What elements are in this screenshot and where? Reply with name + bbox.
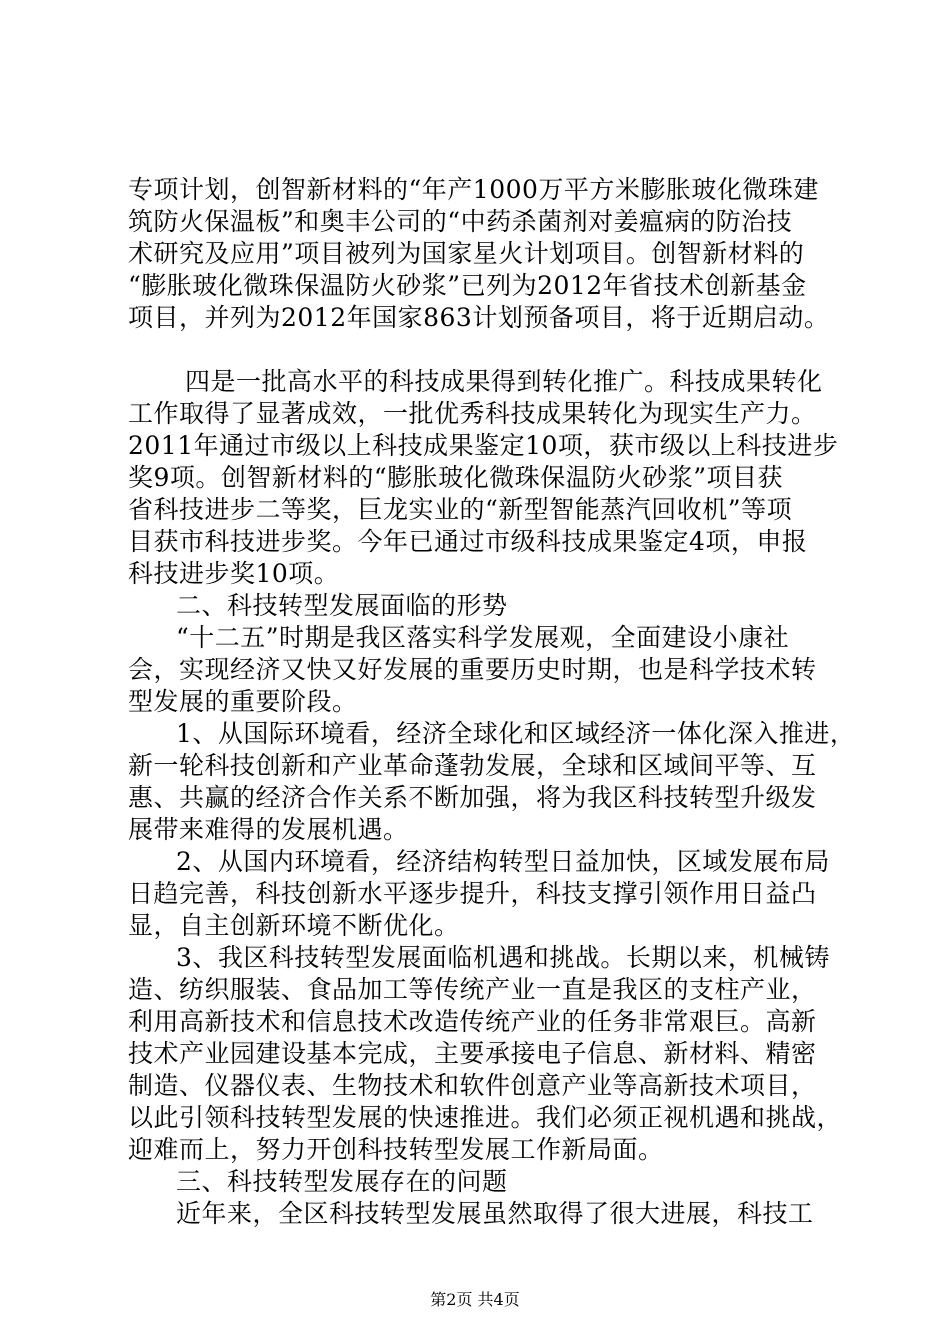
paragraph-first-line: “十二五”时期是我区落实科学发展观，全面建设小康社 bbox=[176, 623, 790, 652]
text-line: 新一轮科技创新和产业革命蓬勃发展，全球和区域间平等、互 bbox=[128, 751, 817, 780]
text-line: 奖9项。创智新材料的“膨胀玻化微珠保温防火砂浆”项目获 bbox=[128, 463, 783, 492]
text-line: 项目，并列为2012年国家863计划预备项目，将于近期启动。 bbox=[128, 303, 830, 332]
text-line: 2011年通过市级以上科技成果鉴定10项，获市级以上科技进步 bbox=[128, 431, 839, 460]
text-line: 目获市科技进步奖。今年已通过市级科技成果鉴定4项，申报 bbox=[128, 527, 808, 556]
text-line: 制造、仪器仪表、生物技术和软件创意产业等高新技术项目， bbox=[128, 1071, 817, 1100]
text-line: 型发展的重要阶段。 bbox=[128, 687, 358, 716]
paragraph-first-line: 近年来，全区科技转型发展虽然取得了很大进展，科技工 bbox=[176, 1199, 814, 1228]
paragraph-first-line: 3、我区科技转型发展面临机遇和挑战。长期以来，机械铸 bbox=[176, 943, 830, 972]
text-line: 术研究及应用”项目被列为国家星火计划项目。创智新材料的 bbox=[128, 239, 805, 268]
paragraph-first-line: 2、从国内环境看，经济结构转型日益加快，区域发展布局 bbox=[176, 847, 830, 876]
text-line: 展带来难得的发展机遇。 bbox=[128, 815, 409, 844]
text-line: “膨胀玻化微珠保温防火砂浆”已列为2012年省技术创新基金 bbox=[128, 271, 807, 300]
text-line: 筑防火保温板”和奥丰公司的“中药杀菌剂对姜瘟病的防治技 bbox=[128, 207, 793, 236]
paragraph-first-line: 四是一批高水平的科技成果得到转化推广。科技成果转化 bbox=[185, 367, 823, 396]
text-line: 会，实现经济又快又好发展的重要历史时期，也是科学技术转 bbox=[128, 655, 817, 684]
text-line: 迎难而上，努力开创科技转型发展工作新局面。 bbox=[128, 1135, 664, 1164]
text-line: 工作取得了显著成效，一批优秀科技成果转化为现实生产力。 bbox=[128, 399, 817, 428]
paragraph-first-line: 1、从国际环境看，经济全球化和区域经济一体化深入推进， bbox=[176, 719, 856, 748]
text-line: 科技进步奖10项。 bbox=[128, 559, 340, 588]
text-line: 显，自主创新环境不断优化。 bbox=[128, 911, 460, 940]
text-line: 省科技进步二等奖，巨龙实业的“新型智能蒸汽回收机”等项 bbox=[128, 495, 793, 524]
text-line: 专项计划，创智新材料的“年产1000万平方米膨胀玻化微珠建 bbox=[128, 175, 819, 204]
text-line: 以此引领科技转型发展的快速推进。我们必须正视机遇和挑战， bbox=[128, 1103, 843, 1132]
section-heading: 二、科技转型发展面临的形势 bbox=[176, 591, 508, 620]
section-heading: 三、科技转型发展存在的问题 bbox=[176, 1167, 508, 1196]
page-number-footer: 第2页 共4页 bbox=[430, 1290, 520, 1309]
text-line: 利用高新技术和信息技术改造传统产业的任务非常艰巨。高新 bbox=[128, 1007, 817, 1036]
text-line: 日趋完善，科技创新水平逐步提升，科技支撑引领作用日益凸 bbox=[128, 879, 817, 908]
text-line: 技术产业园建设基本完成，主要承接电子信息、新材料、精密 bbox=[128, 1039, 817, 1068]
text-line: 造、纺织服装、食品加工等传统产业一直是我区的支柱产业， bbox=[128, 975, 817, 1004]
text-line: 惠、共赢的经济合作关系不断加强，将为我区科技转型升级发 bbox=[128, 783, 817, 812]
